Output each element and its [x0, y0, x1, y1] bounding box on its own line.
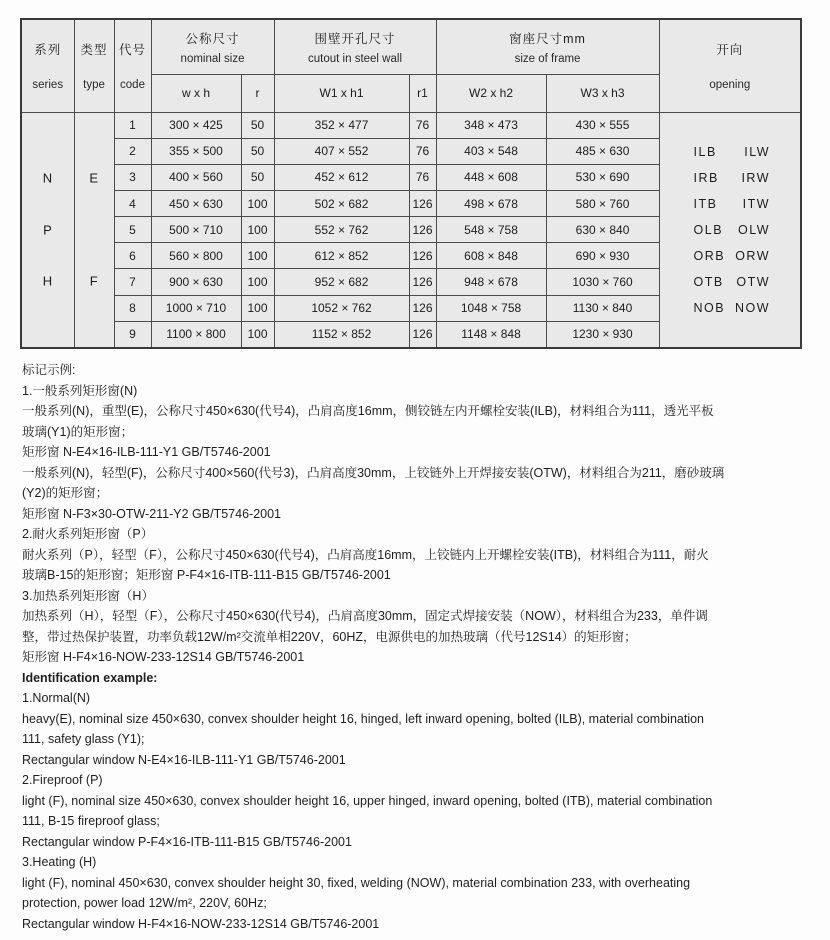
opening-pair [660, 139, 801, 165]
series-h: H [42, 273, 53, 289]
note-line: 矩形窗 N-F3×30-OTW-211-Y2 GB/T5746-2001 [22, 506, 282, 521]
cell-code: 2 [114, 138, 151, 164]
spec-table [20, 18, 802, 349]
cell-code: 5 [114, 217, 151, 243]
header-cutout-en: cutout in steel wall [308, 52, 402, 65]
note-line: 矩形窗 H-F4×16-NOW-233-12S14 GB/T5746-2001 [22, 650, 305, 664]
cell-r: 100 [241, 321, 274, 347]
cell-w2h2: 498 × 678 [436, 190, 546, 216]
note-line: 耐火系列（P），轻型（F），公称尺寸450×630(代号4)，凸肩高度16mm，上铰链内上开螺栓安装(ITB)，材料组合为111，耐火 [22, 547, 709, 562]
opening-pair [660, 191, 801, 217]
cell-w1h1: 452 × 612 [274, 164, 409, 190]
opening-pair [660, 243, 801, 269]
identification-notes [22, 360, 812, 934]
opening-code-w: NOW [734, 300, 771, 315]
header-nominal-size [151, 19, 274, 74]
table-row [21, 112, 801, 138]
cell-w2h2: 608 × 848 [436, 243, 546, 269]
cell-code: 4 [114, 190, 151, 216]
opening-code-w: OLW [737, 222, 771, 237]
header-frame-en: size of frame [514, 52, 581, 65]
note-line: protection, power load 12W/m², 220V, 60Hz; [22, 896, 267, 910]
cell-wh: 1000 × 710 [151, 295, 241, 321]
cell-w2h2: 348 × 473 [436, 112, 546, 138]
header-series-cn: 系列 [34, 43, 62, 58]
series-p: P [43, 222, 53, 237]
cell-w1h1: 552 × 762 [274, 217, 409, 243]
opening-pair [660, 165, 801, 191]
opening-code-w: ORW [735, 248, 771, 263]
opening-pair [660, 269, 801, 295]
subheader-wh: w x h [151, 74, 241, 112]
cell-w3h3: 1130 × 840 [546, 295, 659, 321]
cell-w3h3: 1030 × 760 [546, 269, 659, 295]
type-merged-cell [74, 112, 114, 348]
cell-w1h1: 352 × 477 [274, 112, 409, 138]
opening-merged-cell [659, 112, 801, 348]
cell-r1: 126 [409, 190, 436, 216]
cell-w3h3: 485 × 630 [546, 138, 659, 164]
cell-w2h2: 448 × 608 [436, 164, 546, 190]
cell-wh: 900 × 630 [151, 269, 241, 295]
cell-wh: 355 × 500 [151, 138, 241, 164]
note-line: 玻璃(Y1)的矩形窗； [22, 424, 134, 439]
cell-w3h3: 580 × 760 [546, 190, 659, 216]
header-code-cn: 代号 [118, 43, 146, 58]
header-frame-cn: 窗座尺寸mm [509, 31, 586, 46]
type-f: F [89, 273, 99, 289]
cell-w3h3: 1230 × 930 [546, 321, 659, 347]
note-line: 标记示例: [22, 363, 76, 377]
note-line: 1.一般系列矩形窗(N) [22, 383, 138, 398]
header-opening [659, 19, 801, 112]
cell-w1h1: 612 × 852 [274, 243, 409, 269]
opening-code-w: ILW [744, 144, 771, 159]
cell-r: 50 [241, 112, 274, 138]
opening-code-w: IRW [741, 170, 771, 185]
cell-r1: 126 [409, 217, 436, 243]
cell-code: 1 [114, 112, 151, 138]
header-opening-en: opening [709, 79, 751, 92]
opening-code-w: OTW [736, 274, 771, 289]
cell-r1: 76 [409, 112, 436, 138]
note-line: 加热系列（H），轻型（F），公称尺寸450×630(代号4)，凸肩高度30mm，固定式焊接安装（NOW），材料组合为233，单件调 [22, 609, 708, 623]
cell-w1h1: 407 × 552 [274, 138, 409, 164]
cell-w1h1: 952 × 682 [274, 269, 409, 295]
cell-wh: 400 × 560 [151, 164, 241, 190]
subheader-r1: r1 [409, 74, 436, 112]
cell-r1: 126 [409, 269, 436, 295]
header-code-en: code [120, 79, 145, 92]
header-opening-cn: 开向 [716, 43, 744, 58]
cell-wh: 450 × 630 [151, 190, 241, 216]
header-cutout [274, 19, 436, 74]
note-line: light (F), nominal 450×630, convex shoulder height 30, fixed, welding (NOW), material combination 233, with overheating [22, 875, 691, 890]
cell-w2h2: 548 × 758 [436, 217, 546, 243]
opening-code-b: ILB [693, 144, 717, 159]
cell-code: 8 [114, 295, 151, 321]
header-nominal-en: nominal size [180, 52, 245, 65]
type-e: E [89, 170, 99, 186]
cell-wh: 560 × 800 [151, 243, 241, 269]
note-line: 2.Fireproof (P) [22, 773, 103, 787]
note-line: 玻璃B-15的矩形窗；矩形窗 P-F4×16-ITB-111-B15 GB/T5746-2001 [22, 568, 391, 582]
note-line: 2.耐火系列矩形窗（P） [22, 527, 154, 541]
note-line: 3.加热系列矩形窗（H） [22, 588, 154, 603]
cell-w2h2: 1048 × 758 [436, 295, 546, 321]
note-line-identification-heading: Identification example: [22, 670, 158, 685]
cell-wh: 300 × 425 [151, 112, 241, 138]
header-row-1 [21, 19, 801, 74]
note-line: 111, B-15 fireproof glass; [22, 814, 160, 828]
cell-r: 100 [241, 190, 274, 216]
opening-code-b: OTB [693, 274, 724, 289]
series-n: N [42, 170, 53, 186]
header-series [21, 19, 74, 112]
cell-r: 50 [241, 138, 274, 164]
cell-w3h3: 630 × 840 [546, 217, 659, 243]
subheader-w3h3: W3 x h3 [546, 74, 659, 112]
cell-code: 6 [114, 243, 151, 269]
header-series-en: series [32, 79, 64, 92]
cell-w2h2: 403 × 548 [436, 138, 546, 164]
cell-w1h1: 1152 × 852 [274, 321, 409, 347]
cell-w3h3: 530 × 690 [546, 164, 659, 190]
subheader-r: r [241, 74, 274, 112]
cell-code: 7 [114, 269, 151, 295]
opening-code-b: OLB [693, 222, 724, 237]
cell-wh: 1100 × 800 [151, 321, 241, 347]
cell-w3h3: 690 × 930 [546, 243, 659, 269]
opening-code-b: NOB [693, 300, 726, 315]
subheader-w2h2: W2 x h2 [436, 74, 546, 112]
note-line: Rectangular window N-E4×16-ILB-111-Y1 GB/T5746-2001 [22, 752, 346, 767]
cell-r1: 76 [409, 164, 436, 190]
cell-r: 100 [241, 269, 274, 295]
header-nominal-cn: 公称尺寸 [185, 31, 240, 46]
subheader-w1h1: W1 x h1 [274, 74, 409, 112]
note-line: 111, safety glass (Y1); [22, 732, 145, 746]
header-type-cn: 类型 [80, 43, 108, 58]
note-line: Rectangular window H-F4×16-NOW-233-12S14 GB/T5746-2001 [22, 916, 380, 931]
series-merged-cell [21, 112, 74, 348]
cell-w1h1: 1052 × 762 [274, 295, 409, 321]
cell-r: 50 [241, 164, 274, 190]
note-line: 一般系列(N)，轻型(F)，公称尺寸400×560(代号3)，凸肩高度30mm，上铰链外上开焊接安装(OTW)，材料组合为211，磨砂玻璃 [22, 465, 725, 480]
cell-r1: 126 [409, 321, 436, 347]
note-line: (Y2)的矩形窗； [22, 486, 109, 500]
cell-wh: 500 × 710 [151, 217, 241, 243]
note-line: Rectangular window P-F4×16-ITB-111-B15 GB/T5746-2001 [22, 834, 352, 849]
cell-r1: 126 [409, 295, 436, 321]
cell-w1h1: 502 × 682 [274, 190, 409, 216]
header-code [114, 19, 151, 112]
note-line: heavy(E), nominal size 450×630, convex shoulder height 16, hinged, left inward opening, bolted (ILB), material combination [22, 711, 705, 726]
opening-code-w: ITW [742, 196, 771, 211]
note-line: 1.Normal(N) [22, 691, 91, 705]
note-line: 一般系列(N)，重型(E)，公称尺寸450×630(代号4)，凸肩高度16mm，侧铰链左内开螺栓安装(ILB)，材料组合为111，透光平板 [22, 404, 714, 418]
opening-pair [660, 217, 801, 243]
header-type [74, 19, 114, 112]
note-line: light (F), nominal size 450×630, convex shoulder height 16, upper hinged, inward opening, bolted (ITB), material combination [22, 793, 713, 808]
note-line: 矩形窗 N-E4×16-ILB-111-Y1 GB/T5746-2001 [22, 445, 271, 459]
cell-r: 100 [241, 243, 274, 269]
spec-table-container [20, 18, 802, 349]
cell-r: 100 [241, 217, 274, 243]
cell-r1: 76 [409, 138, 436, 164]
cell-code: 9 [114, 321, 151, 347]
opening-code-b: ITB [693, 196, 718, 211]
opening-code-b: ORB [693, 248, 726, 263]
cell-r1: 126 [409, 243, 436, 269]
header-cutout-cn: 围壁开孔尺寸 [314, 31, 396, 46]
note-line: 3.Heating (H) [22, 855, 97, 869]
opening-code-b: IRB [693, 170, 719, 185]
opening-pair [660, 295, 801, 321]
header-frame-size [436, 19, 659, 74]
cell-code: 3 [114, 164, 151, 190]
header-type-en: type [83, 79, 105, 92]
cell-w2h2: 1148 × 848 [436, 321, 546, 347]
note-line: 整，带过热保护装置，功率负载12W/m²交流单相220V，60HZ，电源供电的加热玻璃（代号12S14）的矩形窗； [22, 629, 637, 644]
cell-r: 100 [241, 295, 274, 321]
cell-w3h3: 430 × 555 [546, 112, 659, 138]
cell-w2h2: 948 × 678 [436, 269, 546, 295]
